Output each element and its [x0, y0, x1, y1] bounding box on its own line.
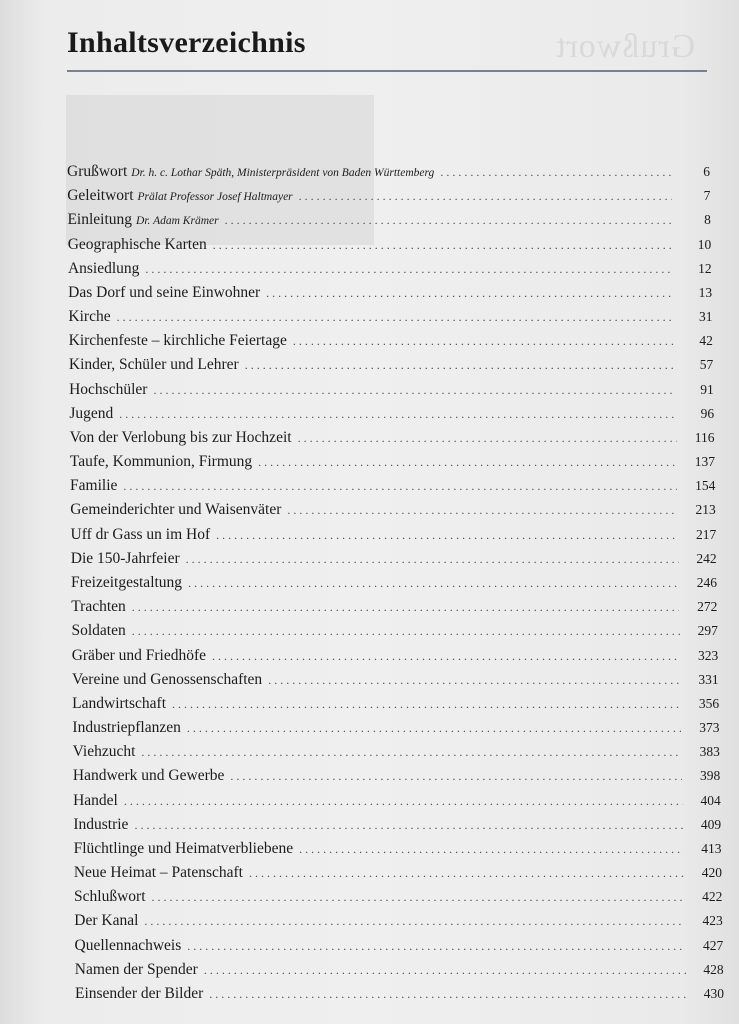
dot-leader — [187, 721, 682, 736]
toc-entry-title: Kirchenfeste – kirchliche Feiertage — [68, 332, 287, 350]
toc-entry — [67, 163, 710, 185]
toc-entry-title: Industriepflanzen — [72, 719, 181, 737]
toc-entry — [74, 912, 722, 934]
toc-entry-page-number: 57 — [699, 357, 714, 373]
toc-entry-page-number: 242 — [696, 550, 717, 566]
toc-entry — [74, 888, 722, 910]
dot-leader — [258, 455, 677, 470]
dot-leader — [287, 503, 677, 518]
toc-entry — [68, 236, 712, 258]
toc-entry-page-number: 428 — [703, 961, 724, 977]
toc-entry-title: Vereine und Genossenschaften — [71, 670, 263, 688]
toc-entry-title: Geographische Karten — [67, 235, 207, 253]
toc-entry-title: Schlußwort — [74, 888, 146, 906]
toc-entry-page-number: 404 — [700, 792, 721, 808]
toc-entry-page-number: 154 — [695, 478, 716, 494]
toc-entry — [73, 767, 720, 789]
toc-entry-title: Quellennachweis — [74, 936, 182, 954]
toc-entry — [72, 671, 719, 693]
dot-leader — [213, 238, 674, 253]
toc-entry-title: Von der Verlobung bis zur Hochzeit — [69, 428, 292, 446]
dot-leader — [245, 358, 676, 373]
toc-entry — [67, 211, 710, 233]
toc-entry — [71, 550, 717, 572]
toc-entry-page-number: 409 — [700, 816, 722, 832]
toc-entry-page-number: 7 — [703, 188, 711, 204]
toc-entry — [71, 526, 717, 548]
toc-entry-title: Viehzucht — [72, 743, 136, 761]
dot-leader — [153, 383, 675, 398]
toc-entry-title: Kirche — [68, 308, 111, 326]
dot-leader — [266, 286, 674, 301]
toc-entry-page-number: 427 — [702, 937, 724, 953]
toc-entry-title: Ansiedlung — [67, 259, 140, 277]
dot-leader — [172, 697, 681, 712]
toc-entry-page-number: 13 — [698, 284, 713, 300]
toc-entry-title: Soldaten — [71, 622, 126, 640]
toc-entry-page-number: 323 — [698, 647, 719, 663]
dot-leader — [134, 818, 683, 833]
toc-entry-title: Grußwort — [67, 163, 128, 180]
toc-entry-title: Einleitung — [67, 211, 133, 229]
dot-leader — [293, 334, 675, 349]
toc-entry-title: Hochschüler — [69, 380, 148, 398]
dot-leader — [187, 939, 685, 954]
dot-leader — [299, 189, 673, 204]
toc-entry-page-number: 96 — [700, 405, 715, 421]
toc-entry — [70, 429, 715, 451]
toc-entry-title: Die 150-Jahrfeier — [70, 549, 180, 567]
toc-entry-title: Gemeinderichter und Waisenväter — [70, 501, 282, 519]
toc-entry — [71, 598, 717, 620]
dot-leader — [186, 552, 679, 567]
toc-entry-page-number: 383 — [699, 744, 720, 760]
page-title: Inhaltsverzeichnis — [67, 26, 306, 59]
toc-entry — [72, 695, 719, 717]
toc-entry-title: Gräber und Friedhöfe — [71, 646, 206, 664]
dot-leader — [132, 624, 680, 639]
toc-entry-title: Handwerk und Gewerbe — [72, 767, 225, 785]
toc-entry — [75, 961, 724, 983]
toc-entry-page-number: 373 — [699, 720, 720, 736]
dot-leader — [225, 213, 673, 228]
toc-entry-page-number: 430 — [703, 986, 724, 1001]
toc-entry-title: Kinder, Schüler und Lehrer — [68, 356, 239, 374]
toc-entry-page-number: 8 — [704, 212, 711, 228]
toc-entry-page-number: 31 — [698, 309, 713, 325]
dot-leader — [145, 262, 673, 277]
toc-entry — [74, 864, 722, 886]
toc-entry-page-number: 356 — [698, 695, 720, 711]
toc-entry-author: Prälat Professor Josef Haltmayer — [137, 191, 293, 204]
toc-entry-page-number: 297 — [697, 623, 718, 639]
toc-entry — [74, 840, 722, 862]
toc-entry-title: Flüchtlinge und Heimatverbliebene — [73, 839, 294, 857]
toc-entry — [70, 477, 715, 499]
toc-entry-page-number: 217 — [695, 526, 717, 542]
toc-entry — [75, 985, 724, 1007]
toc-entry-title: Taufe, Kommunion, Firmung — [69, 453, 253, 471]
toc-entry-title: Das Dorf und seine Einwohner — [68, 283, 261, 301]
dot-leader — [299, 842, 683, 857]
dot-leader — [209, 987, 686, 1002]
toc-entry-page-number: 42 — [699, 333, 713, 349]
dot-leader — [152, 890, 685, 905]
toc-entry — [73, 816, 721, 838]
dot-leader — [132, 600, 680, 615]
dot-leader — [124, 794, 683, 809]
toc-entry — [73, 792, 721, 814]
toc-entry-title: Jugend — [69, 404, 114, 422]
toc-entry — [71, 622, 717, 644]
toc-entry-page-number: 422 — [702, 889, 723, 905]
toc-entry — [69, 356, 713, 378]
toc-entry — [71, 574, 717, 596]
toc-entry — [72, 647, 719, 669]
toc-entry-page-number: 6 — [703, 164, 710, 179]
toc-entry-title: Uff dr Gass un im Hof — [70, 525, 211, 543]
dot-leader — [188, 576, 679, 591]
toc-entry — [67, 187, 710, 209]
toc-entry-title: Handel — [73, 791, 118, 809]
dot-leader — [204, 963, 686, 978]
dot-leader — [144, 914, 684, 929]
toc-entry — [69, 332, 713, 354]
toc-entry — [70, 453, 715, 475]
dot-leader — [268, 673, 680, 688]
toc-entry-page-number: 423 — [702, 913, 723, 929]
toc-entry-page-number: 413 — [701, 840, 722, 856]
toc-entry — [68, 284, 712, 306]
toc-entry-title: Namen der Spender — [74, 960, 198, 978]
dot-leader — [230, 769, 682, 784]
toc-entry-title: Einsender der Bilder — [75, 985, 204, 1002]
dot-leader — [117, 310, 675, 325]
toc-entry — [72, 719, 719, 741]
toc-entry-author: Dr. Adam Krämer — [136, 215, 219, 228]
toc-entry-title: Industrie — [73, 815, 129, 833]
toc-entry — [69, 381, 714, 403]
toc-entry-page-number: 398 — [700, 768, 721, 784]
toc-entry-page-number: 10 — [697, 236, 712, 252]
dot-leader — [216, 528, 678, 543]
toc-entry-author: Dr. h. c. Lothar Späth, Ministerpräsident von Baden Württemberg — [131, 167, 435, 179]
dot-leader — [249, 866, 684, 881]
dot-leader — [123, 479, 677, 494]
dot-leader — [119, 407, 676, 422]
toc-entry-page-number: 137 — [694, 454, 715, 470]
dot-leader — [212, 649, 680, 664]
toc-entry-page-number: 116 — [694, 429, 715, 445]
toc-entry-page-number: 420 — [701, 865, 722, 881]
dot-leader — [141, 745, 681, 760]
toc-entry-title: Geleitwort — [67, 187, 134, 205]
show-through-heading: Grußwort — [555, 28, 696, 65]
toc-entry — [69, 405, 714, 427]
toc-entry-page-number: 272 — [697, 599, 718, 615]
toc-entry-page-number: 331 — [698, 671, 719, 687]
toc-entry-title: Freizeitgestaltung — [71, 574, 183, 591]
toc-entry — [70, 501, 715, 523]
toc-entry-title: Trachten — [71, 598, 126, 616]
toc-entry-title: Landwirtschaft — [72, 694, 166, 712]
toc-entry — [73, 743, 720, 765]
dot-leader — [440, 165, 672, 180]
toc-entry-page-number: 12 — [698, 260, 712, 276]
toc-entry-page-number: 213 — [695, 502, 716, 518]
toc-entry-title: Neue Heimat – Patenschaft — [73, 864, 243, 882]
toc-entry-title: Familie — [70, 477, 118, 495]
toc-entry — [75, 937, 724, 959]
toc-entry-title: Der Kanal — [74, 912, 139, 930]
toc-entry-page-number: 246 — [696, 575, 717, 590]
toc-entry — [68, 308, 712, 330]
toc-entry-page-number: 91 — [700, 381, 714, 397]
toc-entry — [68, 260, 712, 282]
dot-leader — [298, 431, 677, 446]
